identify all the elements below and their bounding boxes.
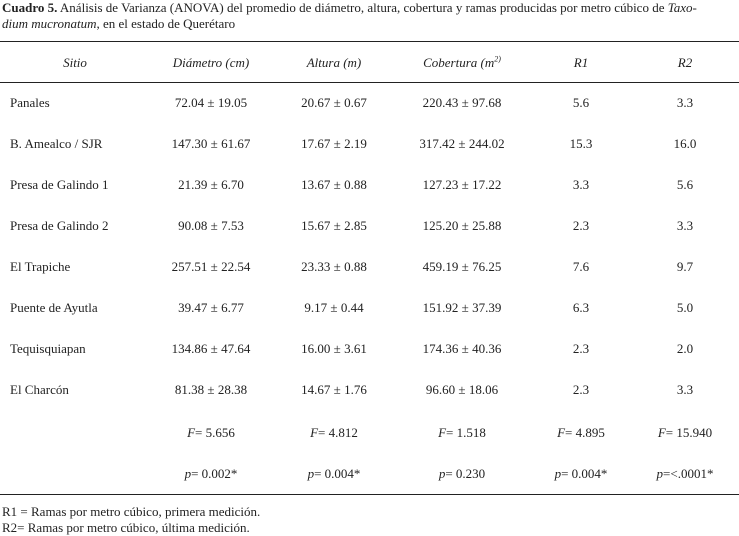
cell-r2: 16.0 — [673, 136, 697, 151]
cell-sitio: B. Amealco / SJR — [10, 136, 103, 151]
p-value-value: = 0.230 — [445, 466, 486, 481]
header-sitio: Sitio — [63, 55, 87, 70]
f-stat-value: = 15.940 — [665, 425, 713, 440]
header-cobertura-text: Cobertura (m — [423, 55, 495, 70]
cell-r1: 5.6 — [572, 95, 590, 110]
cell-r1: 2.3 — [572, 218, 590, 233]
caption-label: Cuadro 5. — [2, 0, 58, 15]
cell-r2: 3.3 — [676, 218, 694, 233]
f-stat-symbol: F — [557, 425, 566, 440]
cell-diametro: 21.39 ± 6.70 — [178, 177, 244, 192]
cell-r1: 7.6 — [572, 259, 590, 274]
f-stat-value: = 1.518 — [446, 425, 486, 440]
cell-diametro: 39.47 ± 6.77 — [178, 300, 244, 315]
cell-cobertura: 459.19 ± 76.25 — [422, 259, 502, 274]
f-stat-symbol: F — [310, 425, 319, 440]
cell-altura: 17.67 ± 2.19 — [301, 136, 367, 151]
header-altura: Altura (m) — [306, 55, 362, 70]
f-stat-symbol: F — [187, 425, 196, 440]
header-r2: R2 — [677, 55, 693, 70]
p-value-r2 — [657, 466, 714, 482]
cell-cobertura: 317.42 ± 244.02 — [419, 136, 505, 151]
cell-altura: 13.67 ± 0.88 — [301, 177, 367, 192]
p-value-symbol: p — [184, 466, 192, 481]
cell-r2: 2.0 — [676, 341, 694, 356]
cell-altura: 16.00 ± 3.61 — [301, 341, 367, 356]
caption-text-1: Análisis de Varianza (ANOVA) del promedio de diámetro, altura, cobertura y ramas producidas por metro cúbico de — [57, 0, 668, 15]
cell-r1: 3.3 — [572, 177, 590, 192]
cell-r1: 15.3 — [569, 136, 593, 151]
cell-diametro: 257.51 ± 22.54 — [171, 259, 251, 274]
cell-diametro: 147.30 ± 61.67 — [171, 136, 251, 151]
cell-cobertura: 127.23 ± 17.22 — [422, 177, 502, 192]
header-cobertura-sup: 2) — [494, 54, 501, 64]
cell-r2: 3.3 — [676, 95, 694, 110]
cell-diametro: 81.38 ± 28.38 — [174, 382, 248, 397]
cell-altura: 14.67 ± 1.76 — [301, 382, 367, 397]
table-caption — [2, 0, 737, 32]
cell-cobertura: 220.43 ± 97.68 — [422, 95, 502, 110]
cell-altura: 9.17 ± 0.44 — [304, 300, 364, 315]
table-bottom-rule — [0, 494, 739, 495]
f-stat-symbol: F — [657, 425, 666, 440]
cell-diametro: 134.86 ± 47.64 — [171, 341, 251, 356]
cell-sitio: El Trapiche — [10, 259, 71, 274]
p-value-symbol: p — [307, 466, 315, 481]
f-stat-symbol: F — [438, 425, 447, 440]
p-value-symbol: p — [438, 466, 446, 481]
cell-diametro: 90.08 ± 7.53 — [178, 218, 244, 233]
cell-diametro: 72.04 ± 19.05 — [174, 95, 248, 110]
table-top-rule — [0, 41, 739, 42]
p-value-value: =<.0001* — [663, 466, 714, 481]
cell-cobertura: 174.36 ± 40.36 — [422, 341, 502, 356]
f-stat-diametro — [187, 425, 235, 441]
cell-sitio: El Charcón — [10, 382, 69, 397]
cell-sitio: Panales — [10, 95, 50, 110]
f-stat-value: = 4.812 — [318, 425, 358, 440]
cell-altura: 23.33 ± 0.88 — [301, 259, 367, 274]
note-r2: R2= Ramas por metro cúbico, última medición. — [2, 520, 250, 535]
cell-sitio: Presa de Galindo 1 — [10, 177, 109, 192]
cell-sitio: Puente de Ayutla — [10, 300, 98, 315]
cell-sitio: Presa de Galindo 2 — [10, 218, 109, 233]
cell-altura: 15.67 ± 2.85 — [301, 218, 367, 233]
caption-species-2: dium mucronatum — [2, 16, 97, 31]
p-value-r1 — [555, 466, 608, 482]
p-value-cobertura — [439, 466, 485, 482]
p-value-symbol: p — [554, 466, 562, 481]
f-stat-altura — [310, 425, 358, 441]
p-value-value: = 0.004* — [561, 466, 608, 481]
cell-sitio: Tequisquiapan — [10, 341, 86, 356]
caption-species-1: Taxo- — [667, 0, 697, 15]
header-r1: R1 — [573, 55, 589, 70]
header-diametro: Diámetro (cm) — [172, 55, 250, 70]
note-r1: R1 = Ramas por metro cúbico, primera medición. — [2, 504, 261, 519]
header-cobertura — [423, 55, 501, 71]
caption-text-2: , en el estado de Querétaro — [96, 16, 236, 31]
cell-r2: 5.0 — [676, 300, 694, 315]
p-value-value: = 0.002* — [191, 466, 238, 481]
f-stat-value: = 5.656 — [195, 425, 235, 440]
cell-cobertura: 151.92 ± 37.39 — [422, 300, 502, 315]
cell-r1: 2.3 — [572, 341, 590, 356]
cell-r2: 9.7 — [676, 259, 694, 274]
p-value-diametro — [185, 466, 238, 482]
cell-r1: 6.3 — [572, 300, 590, 315]
f-stat-value: = 4.895 — [565, 425, 605, 440]
p-value-value: = 0.004* — [314, 466, 361, 481]
cell-altura: 20.67 ± 0.67 — [301, 95, 367, 110]
table-header-rule — [0, 82, 739, 83]
p-value-symbol: p — [656, 466, 664, 481]
f-stat-cobertura — [438, 425, 486, 441]
p-value-altura — [308, 466, 361, 482]
cell-r2: 3.3 — [676, 382, 694, 397]
cell-cobertura: 125.20 ± 25.88 — [422, 218, 502, 233]
f-stat-r2 — [658, 425, 712, 441]
cell-r1: 2.3 — [572, 382, 590, 397]
table-notes — [2, 504, 260, 536]
cell-r2: 5.6 — [676, 177, 694, 192]
cell-cobertura: 96.60 ± 18.06 — [425, 382, 499, 397]
f-stat-r1 — [557, 425, 605, 441]
